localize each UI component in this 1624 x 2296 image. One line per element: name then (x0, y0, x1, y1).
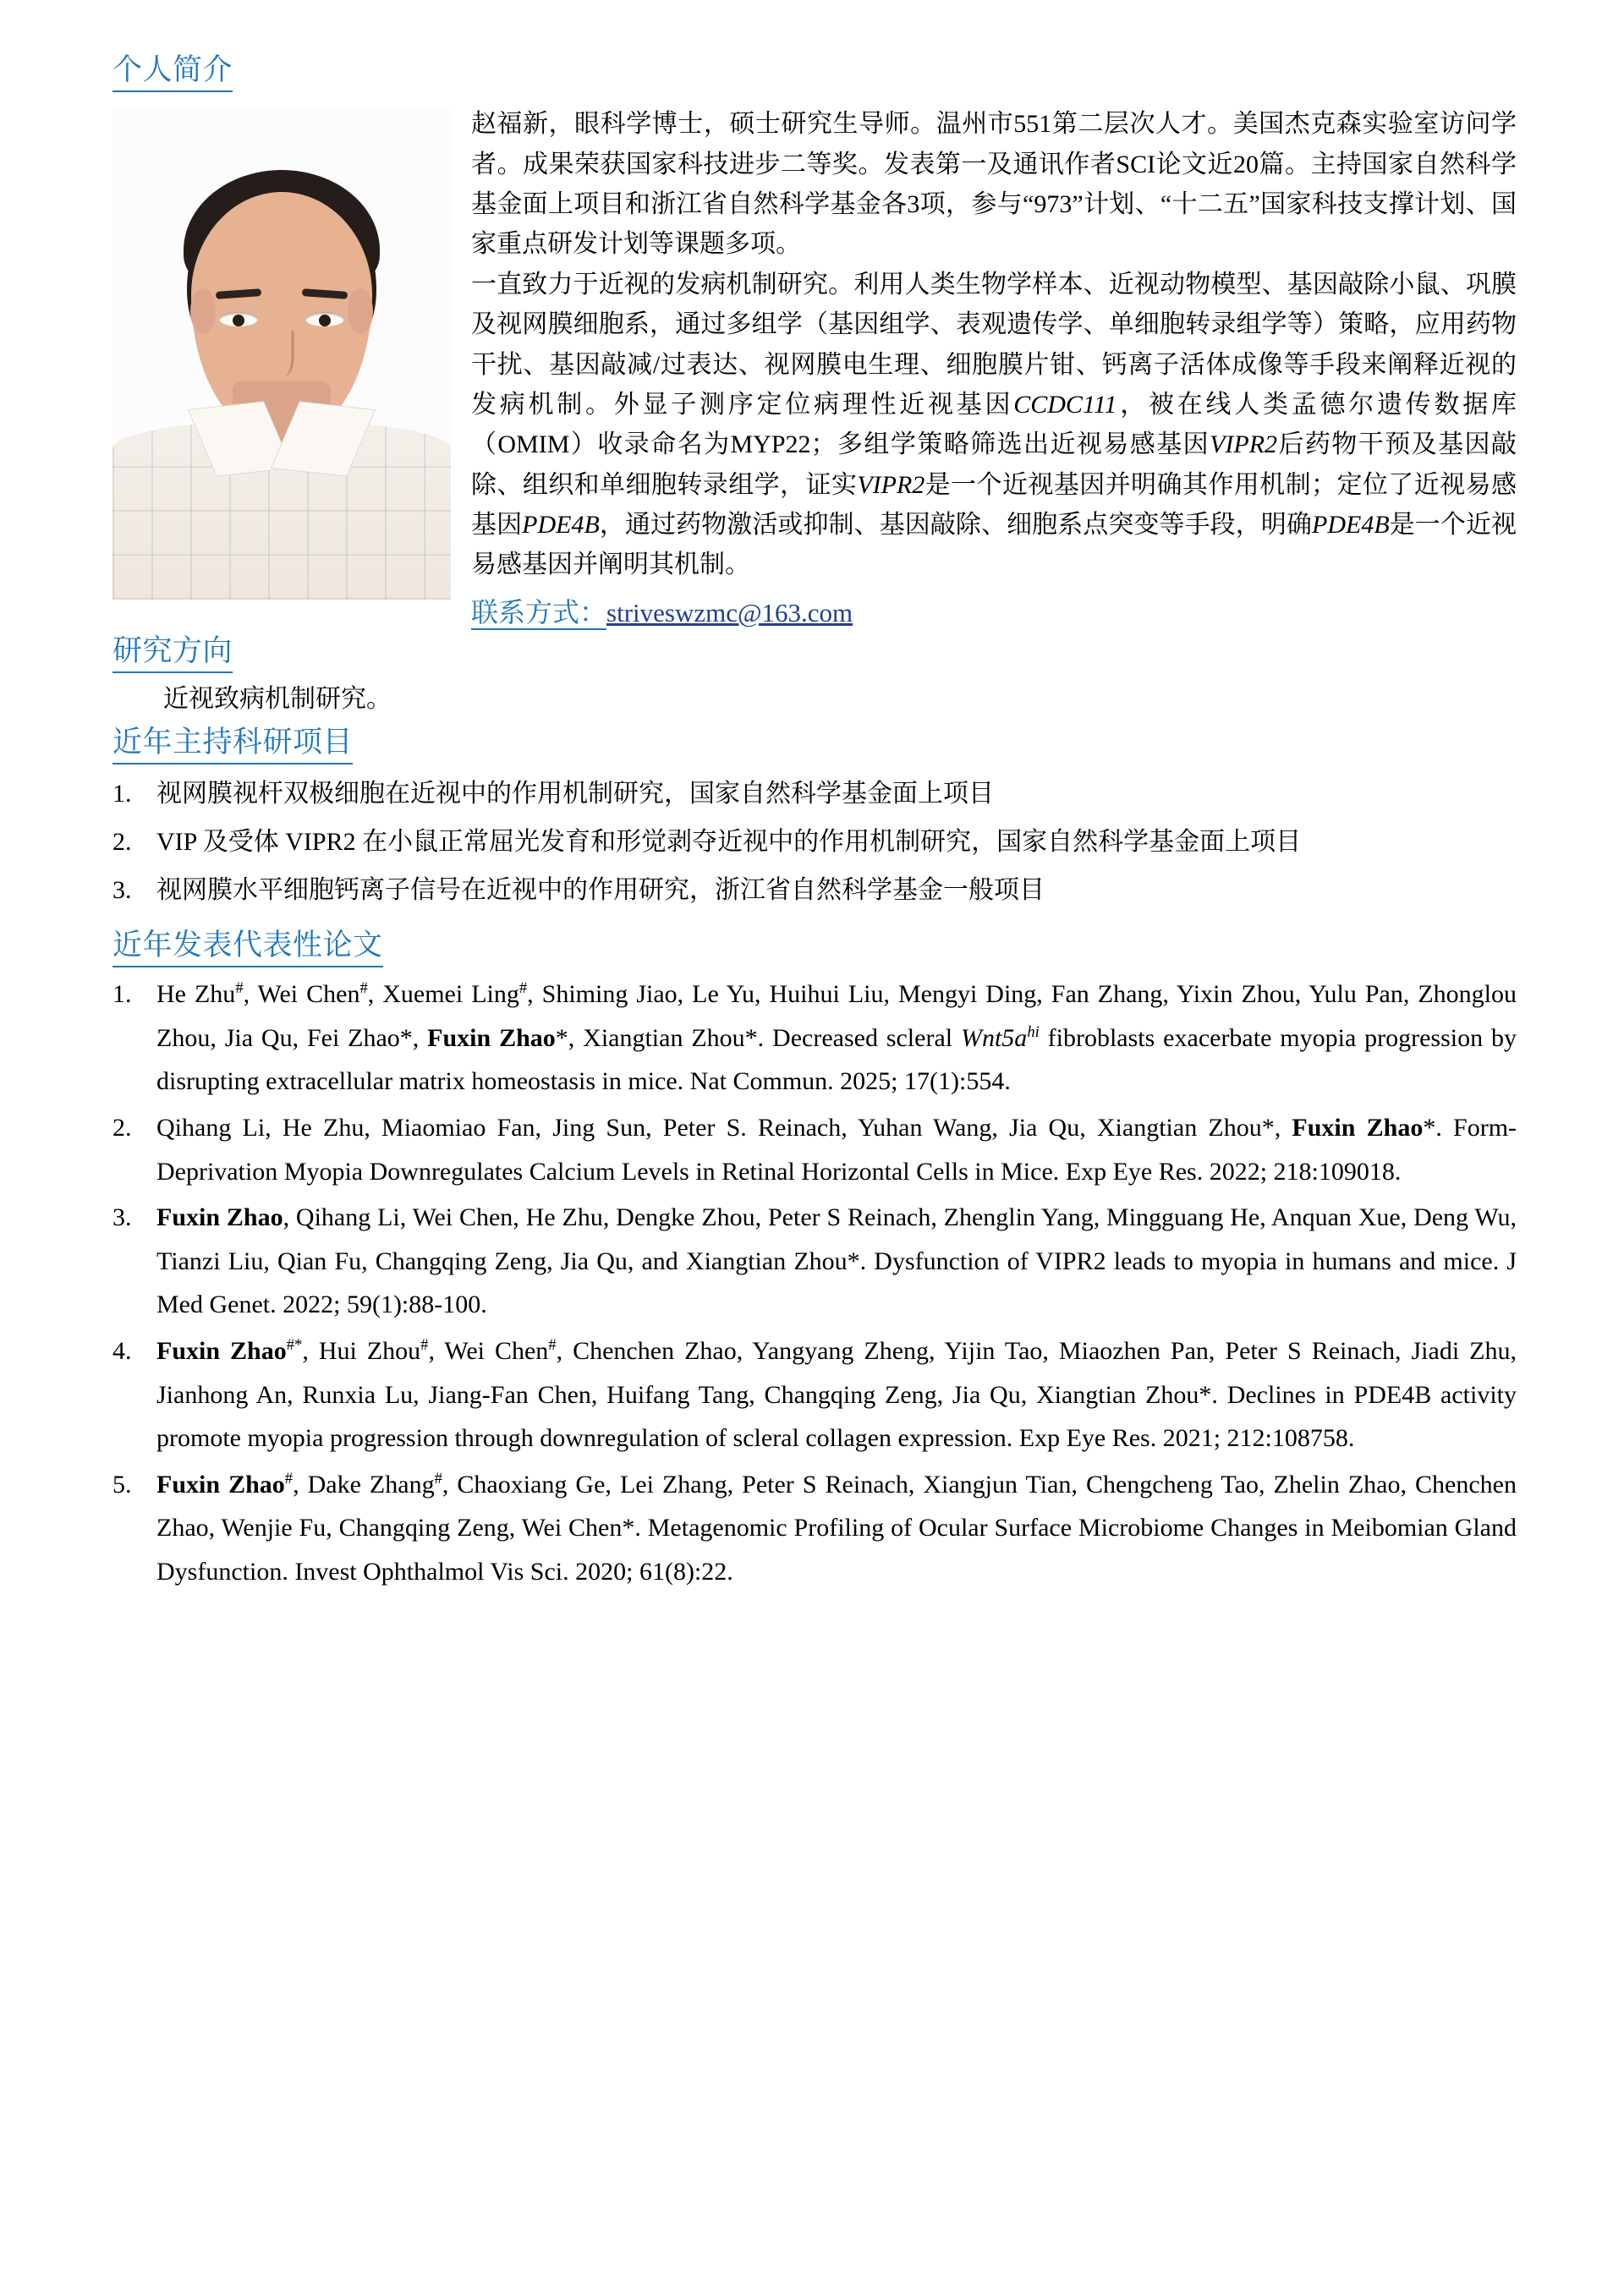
contact-email-link[interactable]: striveswzmc@163.com (606, 597, 853, 627)
publication-item (112, 1106, 1517, 1193)
pub1-sup-1: # (235, 979, 244, 998)
pub3-authors-b: , Qihang Li, Wei Chen, He Zhu, Dengke Zhou, Peter S Reinach, Zhenglin Yang, Mingguang He, Anquan Xue, Deng Wu, Tianzi Liu, Qian Fu, Changqing Zeng, Jia Qu, and Xiangtian Zhou*. Dysfunction of VIPR2 leads to myopia in humans and mice. J Med Genet. 2022; 59(1):88-100. (156, 1203, 1517, 1319)
pub5-authors-b: , Dake Zhang (293, 1470, 435, 1499)
gene-name-ccdc111: CCDC111 (1013, 390, 1117, 419)
gene-name-pde4b-b: PDE4B (1312, 511, 1390, 540)
publication-item (112, 1196, 1517, 1327)
pub5-authors-c: , Chaoxiang Ge, Lei Zhang, Peter S Reinach, Xiangjun Tian, Chengcheng Tao, Zhelin Zhao, Chenchen Zhao, Wenjie Fu, Changqing Zeng, Wei Chen*. Metagenomic Profiling of Ocular Surface Microbiome Changes in Meibomian Gland Dysfunction. Invest Ophthalmol Vis Sci. 2020; 61(8):22. (156, 1470, 1517, 1586)
pub4-authors-d: , Chenchen Zhao, Yangyang Zheng, Yijin Tao, Miaozhen Pan, Peter S Reinach, Jiadi Zhu, Jianhong An, Runxia Lu, Jiang-Fan Chen, Huifang Tang, Changqing Zeng, Jia Qu, Xiangtian Zhou*. Declines in PDE4B activity promote myopia progression through downregulation of scleral collagen expression. Exp Eye Res. 2021; 212:108758. (156, 1336, 1517, 1453)
pub4-bold-author: Fuxin Zhao (156, 1336, 287, 1365)
pub2-authors-b: *. Form-Deprivation Myopia Downregulates Calcium Levels in Retinal Horizontal Cells in Mice. Exp Eye Res. 2022; 218:109018. (156, 1114, 1517, 1186)
pub4-sup-2: # (420, 1335, 429, 1354)
pub5-sup-2: # (434, 1469, 442, 1488)
gene-name-pde4b-a: PDE4B (522, 511, 600, 540)
project-item: 视网膜视杆双极细胞在近视中的作用机制研究，国家自然科学基金面上项目 (156, 780, 994, 808)
publication-item (112, 1463, 1517, 1594)
pub1-sup-2: # (359, 979, 368, 998)
pub1-sup-3: # (518, 979, 528, 998)
project-item: 视网膜水平细胞钙离子信号在近视中的作用研究，浙江省自然科学基金一般项目 (156, 876, 1045, 905)
pub2-bold-author: Fuxin Zhao (1292, 1114, 1424, 1143)
pub1-authors-b: , Wei Chen (243, 980, 360, 1009)
pub1-bold-author: Fuxin Zhao (427, 1023, 556, 1052)
publications-list (112, 973, 1517, 1593)
section-heading-bio: 个人简介 (112, 51, 233, 92)
projects-list (112, 770, 1517, 914)
contact-label: 联系方式： (471, 597, 606, 630)
pub1-italic-gene: Wnt5a (960, 1023, 1028, 1052)
publications-heading-row (112, 926, 1517, 967)
pub4-sup-1: #* (286, 1335, 303, 1354)
bio-p2-seg1: 一直致力于近视的发病机制研究。利用人类生物学样本、近视动物模型、基因敲除小鼠、巩膜及视网膜细胞系，通过多组学（基因组学、表观遗传学、单细胞转录组学等）策略，应用药物干扰、基因敲减/过表达、视网膜电生理、细胞膜片钳、钙离子活体成像等手段来阐释近视的发病机制。外显子测序定位病理性近视基因 (471, 270, 1517, 419)
pub5-bold-author: Fuxin Zhao (156, 1470, 285, 1499)
bio-p2-seg4: 是一个近视基因并明确其作用机制；定位了近视易感基因 (471, 470, 1517, 540)
pub1-authors-c: , Xuemei Ling (367, 980, 519, 1009)
section-heading-publications: 近年发表代表性论文 (112, 926, 383, 967)
research-direction-text: 近视致病机制研究。 (163, 684, 392, 713)
pub1-authors-d: , Shiming Jiao, Le Yu, Huihui Liu, Mengyi Ding, Fan Zhang, Yixin Zhou, Yulu Pan, Zhonglou Zhou, Jia Qu, Fei Zhao*, (156, 980, 1517, 1052)
bio-p2-seg3: 后药物干预及基因敲除、组织和单细胞转录组学，证实 (471, 430, 1517, 499)
pub1-title-rest: fibroblasts exacerbate myopia progression by disrupting extracellular matrix homeostasis in mice. Nat Commun. 2025; 17(1):554. (156, 1023, 1517, 1096)
pub4-authors-c: , Wei Chen (428, 1336, 549, 1365)
projects-heading-row (112, 723, 1517, 764)
project-item: VIP 及受体 VIPR2 在小鼠正常屈光发育和形觉剥夺近视中的作用机制研究，国家自然科学基金面上项目 (156, 828, 1302, 857)
gene-name-vipr2-b: VIPR2 (857, 470, 925, 499)
publication-item (112, 973, 1517, 1104)
research-heading-row (112, 632, 1517, 673)
bio-p2-seg6: 是一个近视易感基因并阐明其机制。 (471, 511, 1517, 579)
bio-block (112, 104, 1517, 585)
pub5-sup-1: # (284, 1469, 294, 1488)
pub1-authors-a: He Zhu (156, 980, 236, 1009)
pub4-sup-3: # (548, 1335, 557, 1354)
section-heading-research: 研究方向 (112, 632, 233, 673)
bio-heading-row (112, 51, 1517, 92)
section-heading-projects: 近年主持科研项目 (112, 723, 353, 764)
pub4-authors-b: , Hui Zhou (302, 1336, 421, 1365)
document-content (112, 51, 1517, 1597)
pub1-italic-sup: hi (1027, 1022, 1040, 1041)
bio-p2-seg2: ，被在线人类孟德尔遗传数据库（OMIM）收录命名为MYP22；多组学策略筛选出近视易感基因 (471, 390, 1517, 459)
portrait-photo (112, 109, 451, 600)
bio-paragraph-1: 赵福新，眼科学博士，硕士研究生导师。温州市551第二层次人才。美国杰克森实验室访问学者。成果荣获国家科技进步二等奖。发表第一及通讯作者SCI论文近20篇。主持国家自然科学基金面上项目和浙江省自然科学基金各3项，参与“973”计划、“十二五”国家科技支撑计划、国家重点研发计划等课题多项。 (471, 110, 1517, 259)
bio-p2-seg5: ，通过药物激活或抑制、基因敲除、细胞系点突变等手段，明确 (599, 511, 1312, 540)
gene-name-vipr2-a: VIPR2 (1210, 430, 1278, 459)
publication-item (112, 1329, 1517, 1460)
pub2-authors-a: Qihang Li, He Zhu, Miaomiao Fan, Jing Sun, Peter S. Reinach, Yuhan Wang, Jia Qu, Xiangtian Zhou*, (156, 1114, 1292, 1143)
pub1-authors-e: *, Xiangtian Zhou*. Decreased scleral (555, 1023, 961, 1052)
pub3-bold-author: Fuxin Zhao (156, 1203, 283, 1232)
